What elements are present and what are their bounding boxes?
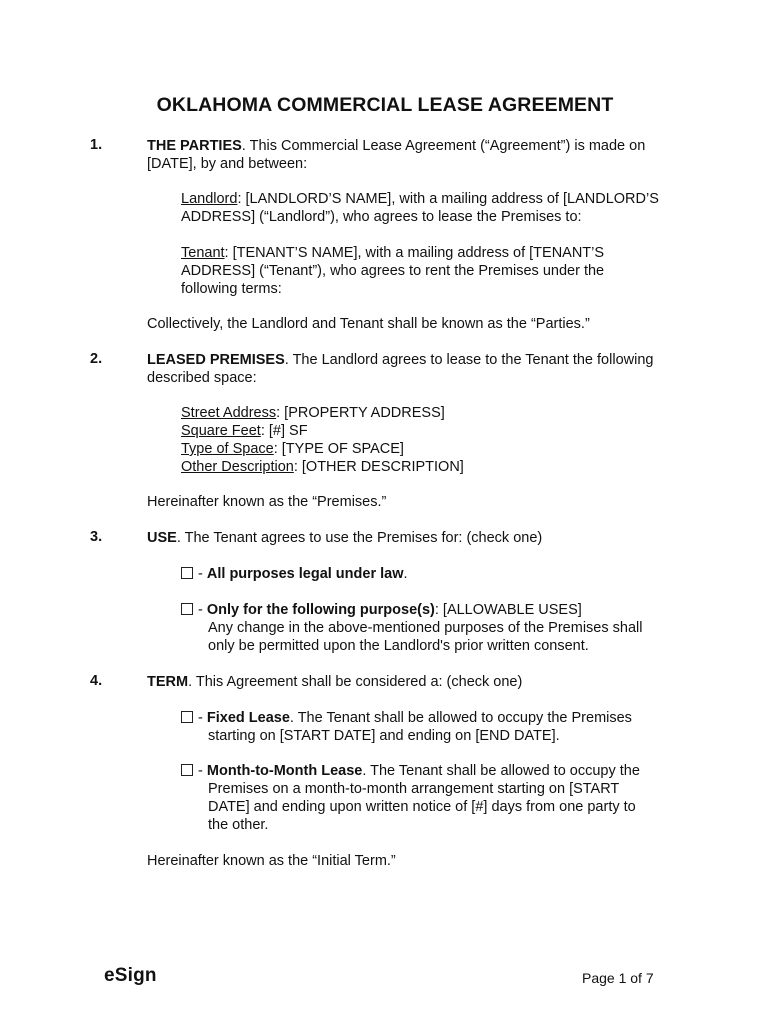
field-street-address: Street Address: [PROPERTY ADDRESS] <box>181 405 445 421</box>
section-4-number: 4. <box>90 673 103 689</box>
landlord-clause: Landlord: [LANDLORD’S NAME], with a mailing address of [LANDLORD’S ADDRESS] (“Landlord”), who agrees to lease the Premises to: <box>181 191 659 225</box>
section-3-number: 3. <box>90 529 103 545</box>
section-3-heading: USE <box>147 530 177 546</box>
term-option-fixed: - Fixed Lease. The Tenant shall be allowed to occupy the Premises starting on [START DATE] and ending on [END DATE]. <box>181 709 632 745</box>
checkbox-fixed-lease[interactable] <box>181 711 193 723</box>
section-1-intro: THE PARTIES. This Commercial Lease Agreement (“Agreement”) is made on [DATE], by and between: <box>147 138 646 172</box>
section-1-closing: Collectively, the Landlord and Tenant shall be known as the “Parties.” <box>147 316 590 332</box>
section-4-closing: Hereinafter known as the “Initial Term.” <box>147 853 396 869</box>
term-option-month-to-month: - Month-to-Month Lease. The Tenant shall be allowed to occupy the Premises on a month-to-month arrangement starting on [START DATE] and ending upon written notice of [#] days from one party to the other. <box>181 762 640 834</box>
tenant-label: Tenant <box>181 245 225 261</box>
checkbox-specific-purposes[interactable] <box>181 603 193 615</box>
tenant-clause: Tenant: [TENANT’S NAME], with a mailing address of [TENANT’S ADDRESS] (“Tenant”), who agrees to rent the Premises under the following terms: <box>181 245 605 297</box>
section-1-number: 1. <box>90 137 103 153</box>
landlord-label: Landlord <box>181 191 238 207</box>
field-other-description: Other Description: [OTHER DESCRIPTION] <box>181 459 464 475</box>
section-2-intro: LEASED PREMISES. The Landlord agrees to lease to the Tenant the following described space: <box>147 352 654 386</box>
section-2-heading: LEASED PREMISES <box>147 352 285 368</box>
section-2-number: 2. <box>90 351 103 367</box>
esign-logo: eSign <box>104 965 157 986</box>
section-4-intro: TERM. This Agreement shall be considered a: (check one) <box>147 674 523 690</box>
section-1-heading: THE PARTIES <box>147 138 242 154</box>
use-option-specific-purposes: - Only for the following purpose(s): [ALLOWABLE USES] Any change in the above-mentioned purposes of the Premises shall only be permitted upon the Landlord's prior written consent. <box>181 601 642 655</box>
document-title: OKLAHOMA COMMERCIAL LEASE AGREEMENT <box>156 94 614 116</box>
field-type-of-space: Type of Space: [TYPE OF SPACE] <box>181 441 404 457</box>
field-square-feet: Square Feet: [#] SF <box>181 423 308 439</box>
page-number: Page 1 of 7 <box>582 970 654 986</box>
checkbox-all-purposes[interactable] <box>181 567 193 579</box>
section-4-heading: TERM <box>147 674 189 690</box>
checkbox-month-to-month[interactable] <box>181 764 193 776</box>
premises-fields <box>181 404 464 476</box>
section-2-closing: Hereinafter known as the “Premises.” <box>147 494 387 510</box>
section-3-intro: USE. The Tenant agrees to use the Premises for: (check one) <box>147 530 543 546</box>
use-option-all-purposes: - All purposes legal under law. <box>181 565 408 583</box>
